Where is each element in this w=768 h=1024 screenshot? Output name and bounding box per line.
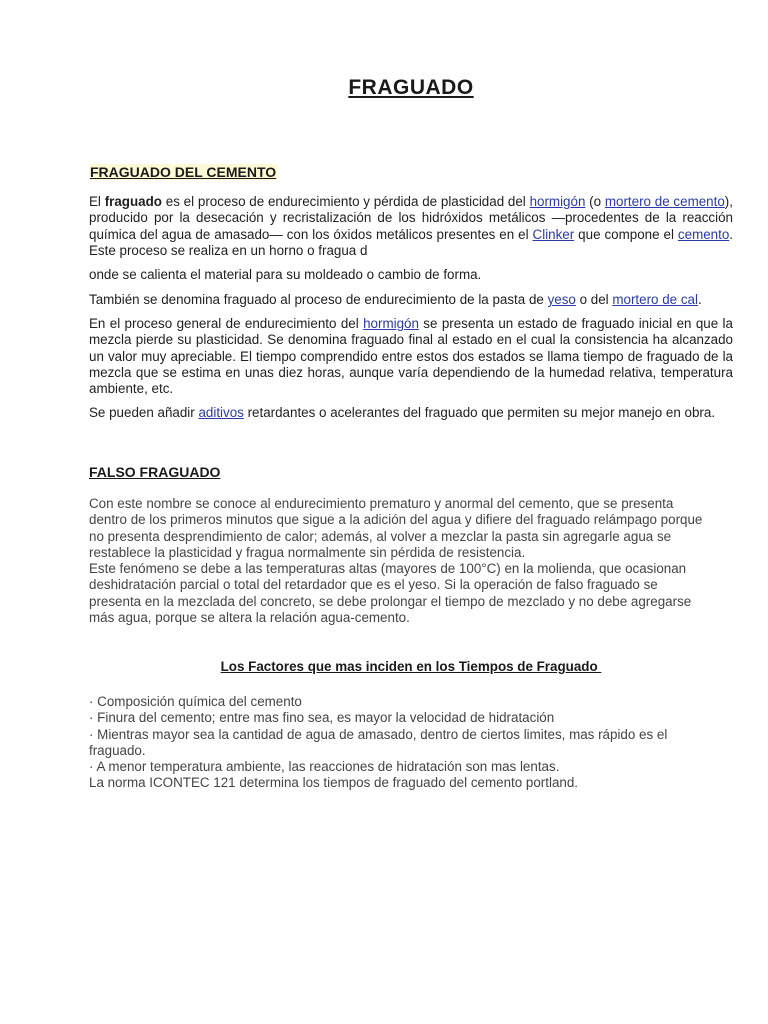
text: En el proceso general de endurecimiento del	[89, 316, 364, 331]
section-heading-fraguado-del-cemento: FRAGUADO DEL CEMENTO	[90, 164, 277, 180]
text-line: no presenta desprendimiento de calor; además, al volver a mezclar la pasta sin agregarle agua se	[89, 528, 672, 544]
list-item: · Finura del cemento; entre mas fino sea, es mayor la velocidad de hidratación	[89, 710, 555, 726]
text: es el proceso de endurecimiento y pérdida de plasticidad del	[161, 194, 530, 209]
text-line: restablece la plasticidad y fragua normalmente sin pérdida de resistencia.	[89, 544, 526, 560]
link-mortero-de-cemento[interactable]: mortero de cemento	[604, 194, 725, 209]
text: o del	[575, 292, 613, 307]
document-title: FRAGUADO	[348, 76, 474, 99]
paragraph-falso-fraguado	[89, 496, 733, 626]
list-item: · A menor temperatura ambiente, las reacciones de hidratación son mas lentas.	[89, 759, 560, 775]
list-item: · Mientras mayor sea la cantidad de agua de amasado, dentro de ciertos limites, mas rápido es el	[89, 726, 668, 742]
link-yeso[interactable]: yeso	[547, 292, 576, 307]
text: También se denomina fraguado al proceso de endurecimiento de la pasta de	[89, 292, 548, 307]
norma-line: La norma ICONTEC 121 determina los tiempos de fraguado del cemento portland.	[89, 775, 579, 791]
bold-term: fraguado	[104, 194, 162, 209]
text-line: dentro de los primeros minutos que sigue a la adición del agua y difiere del fraguado relámpago porque	[89, 512, 703, 528]
link-mortero-de-cal[interactable]: mortero de cal	[612, 292, 698, 307]
list-item: · Composición química del cemento	[89, 694, 302, 709]
text: ), producido por la desecación y recristalización de los hidróxidos metálicos —procedentes de la reacción química del agua de amasado— con los óxidos metálicos presentes en el	[89, 194, 733, 242]
text-line: más agua, porque se altera la relación agua-cemento.	[89, 610, 410, 626]
section-heading-factores: Los Factores que mas inciden en los Tiempos de Fraguado	[220, 659, 602, 674]
text: .	[697, 292, 702, 307]
list-factores	[89, 694, 733, 792]
text: Se pueden añadir	[89, 405, 199, 420]
link-cemento[interactable]: cemento	[677, 226, 730, 242]
link-clinker[interactable]: Clinker	[532, 226, 575, 242]
paragraph-definition	[89, 194, 733, 259]
paragraph-continuation: onde se calienta el material para su moldeado o cambio de forma.	[89, 267, 482, 282]
text-line: presenta en la mezclada del concreto, se debe prolongar el tiempo de mezclado y no debe agregarse	[89, 593, 692, 609]
section-heading-falso-fraguado: FALSO FRAGUADO	[89, 464, 221, 480]
paragraph-proceso-general	[89, 316, 733, 397]
text: El	[89, 194, 105, 209]
text-line: Con este nombre se conoce al endurecimiento prematuro y anormal del cemento, que se presenta	[89, 496, 674, 511]
paragraph-yeso	[89, 292, 733, 308]
text-line: deshidratación parcial o total del retardador que es el yeso. Si la operación de falso fraguado se	[89, 577, 658, 593]
text: que compone el	[574, 226, 678, 242]
text: se presenta un estado de fraguado inicial en que la mezcla pierde su plasticidad. Se denomina fraguado final al estado en el cual la consistencia ha alcanzado un valor muy apreciable. El tiempo comprendido entre estos dos estados se llama tiempo de fraguado de la mezcla que se estima en unas diez horas, aunque varía dependiendo de la humedad relativa, temperatura ambiente, etc.	[89, 316, 733, 397]
text: (o	[585, 194, 605, 209]
text-line: Este fenómeno se debe a las temperaturas altas (mayores de 100°C) en la molienda, que ocasionan	[89, 561, 687, 577]
list-item: fraguado.	[89, 742, 146, 758]
text: . Este proceso se realiza en un horno o fragua d	[89, 226, 734, 258]
text: retardantes o acelerantes del fraguado que permiten su mejor manejo en obra.	[243, 405, 716, 420]
link-hormigon[interactable]: hormigón	[529, 194, 586, 209]
link-aditivos[interactable]: aditivos	[198, 405, 244, 420]
paragraph-aditivos	[89, 405, 733, 421]
link-hormigon-2[interactable]: hormigón	[363, 316, 419, 331]
